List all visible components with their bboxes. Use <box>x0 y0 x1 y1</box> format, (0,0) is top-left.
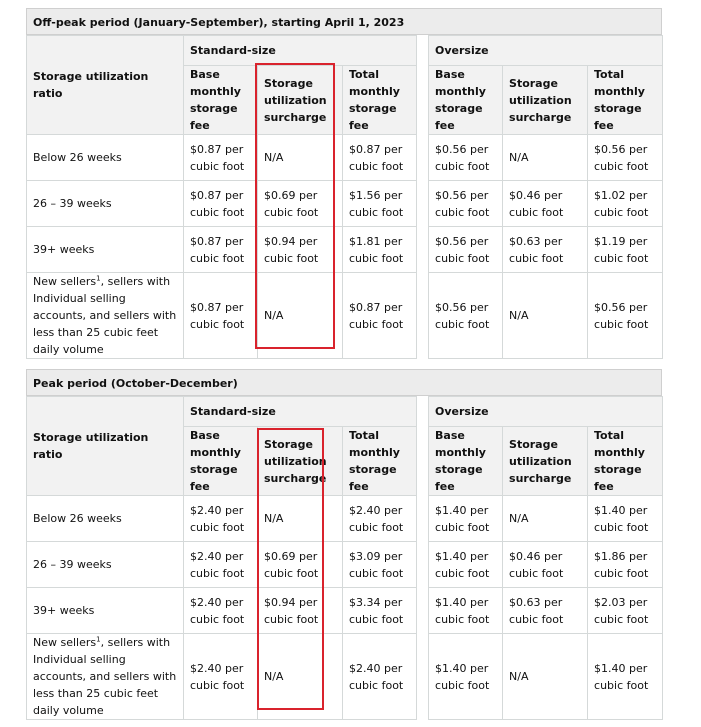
col-base: Base monthly storage fee <box>429 66 503 135</box>
cell: $0.94 per cubic foot <box>258 588 343 634</box>
cell: $2.40 per cubic foot <box>184 634 258 720</box>
col-total: Total monthly storage fee <box>588 66 663 135</box>
cell: $1.81 per cubic foot <box>343 227 417 273</box>
cell: $2.40 per cubic foot <box>184 496 258 542</box>
cell: $2.40 per cubic foot <box>343 634 417 720</box>
col-base: Base monthly storage fee <box>184 427 258 496</box>
peak-section <box>26 369 662 720</box>
cell: N/A <box>503 634 588 720</box>
cell: $3.34 per cubic foot <box>343 588 417 634</box>
row-label <box>27 273 184 359</box>
section-title: Peak period (October-December) <box>26 369 662 396</box>
group-oversize: Oversize <box>429 36 663 66</box>
cell: $0.56 per cubic foot <box>429 273 503 359</box>
cell: N/A <box>258 496 343 542</box>
cell: $1.56 per cubic foot <box>343 181 417 227</box>
cell: $2.40 per cubic foot <box>184 588 258 634</box>
col-base: Base monthly storage fee <box>184 66 258 135</box>
cell: $1.40 per cubic foot <box>588 496 663 542</box>
cell: $0.87 per cubic foot <box>184 181 258 227</box>
cell: $0.56 per cubic foot <box>429 227 503 273</box>
table-row <box>27 227 663 273</box>
cell: $1.40 per cubic foot <box>429 496 503 542</box>
col-total: Total monthly storage fee <box>588 427 663 496</box>
group-standard: Standard-size <box>184 36 417 66</box>
row-label: 26 – 39 weeks <box>27 542 184 588</box>
table-row <box>27 135 663 181</box>
col-total: Total monthly storage fee <box>343 66 417 135</box>
cell: $0.63 per cubic foot <box>503 227 588 273</box>
row-label-text: , sellers with Individual selling accounts, and sellers with less than 25 cubic feet daily volume <box>33 275 177 356</box>
table-row <box>27 542 663 588</box>
cell: $3.09 per cubic foot <box>343 542 417 588</box>
ratio-header: Storage utilization ratio <box>27 36 184 135</box>
cell: N/A <box>258 135 343 181</box>
cell: $1.02 per cubic foot <box>588 181 663 227</box>
table-row <box>27 634 663 720</box>
row-label-text: New sellers <box>33 275 97 288</box>
cell: $2.40 per cubic foot <box>184 542 258 588</box>
cell: $1.40 per cubic foot <box>429 588 503 634</box>
cell: $0.56 per cubic foot <box>429 135 503 181</box>
col-total: Total monthly storage fee <box>343 427 417 496</box>
cell: $0.56 per cubic foot <box>588 273 663 359</box>
col-surcharge: Storage utilization surcharge <box>503 66 588 135</box>
section-title: Off-peak period (January-September), starting April 1, 2023 <box>26 8 662 35</box>
cell: $1.40 per cubic foot <box>429 634 503 720</box>
cell: $0.46 per cubic foot <box>503 181 588 227</box>
cell: $1.86 per cubic foot <box>588 542 663 588</box>
group-standard: Standard-size <box>184 397 417 427</box>
footnote-marker[interactable]: 1 <box>96 274 101 283</box>
cell: $2.03 per cubic foot <box>588 588 663 634</box>
row-label: 39+ weeks <box>27 588 184 634</box>
cell: $0.56 per cubic foot <box>429 181 503 227</box>
cell: N/A <box>258 273 343 359</box>
cell: $0.87 per cubic foot <box>184 227 258 273</box>
table-row <box>27 588 663 634</box>
cell: $1.19 per cubic foot <box>588 227 663 273</box>
row-label: 26 – 39 weeks <box>27 181 184 227</box>
ratio-header: Storage utilization ratio <box>27 397 184 496</box>
table-row <box>27 181 663 227</box>
group-oversize: Oversize <box>429 397 663 427</box>
row-label: 39+ weeks <box>27 227 184 273</box>
cell: $0.87 per cubic foot <box>184 135 258 181</box>
row-label: Below 26 weeks <box>27 496 184 542</box>
col-surcharge: Storage utilization surcharge <box>503 427 588 496</box>
row-label-text: , sellers with Individual selling accounts, and sellers with less than 25 cubic feet daily volume <box>33 636 177 717</box>
cell: $1.40 per cubic foot <box>429 542 503 588</box>
cell: $1.40 per cubic foot <box>588 634 663 720</box>
cell: N/A <box>503 135 588 181</box>
table-row <box>27 496 663 542</box>
col-surcharge: Storage utilization surcharge <box>258 427 343 496</box>
row-label <box>27 634 184 720</box>
col-base: Base monthly storage fee <box>429 427 503 496</box>
fee-table <box>26 396 663 720</box>
cell: $0.87 per cubic foot <box>343 135 417 181</box>
cell: $0.46 per cubic foot <box>503 542 588 588</box>
cell: $0.56 per cubic foot <box>588 135 663 181</box>
cell: $0.69 per cubic foot <box>258 542 343 588</box>
row-label: Below 26 weeks <box>27 135 184 181</box>
cell: $0.94 per cubic foot <box>258 227 343 273</box>
cell: $0.69 per cubic foot <box>258 181 343 227</box>
cell: $2.40 per cubic foot <box>343 496 417 542</box>
footnote-marker[interactable]: 1 <box>96 635 101 644</box>
fee-table <box>26 35 663 359</box>
cell: N/A <box>258 634 343 720</box>
cell: $0.63 per cubic foot <box>503 588 588 634</box>
row-label-text: New sellers <box>33 636 97 649</box>
cell: N/A <box>503 496 588 542</box>
cell: N/A <box>503 273 588 359</box>
cell: $0.87 per cubic foot <box>184 273 258 359</box>
table-row <box>27 273 663 359</box>
col-surcharge: Storage utilization surcharge <box>258 66 343 135</box>
off-peak-section <box>26 8 662 359</box>
cell: $0.87 per cubic foot <box>343 273 417 359</box>
